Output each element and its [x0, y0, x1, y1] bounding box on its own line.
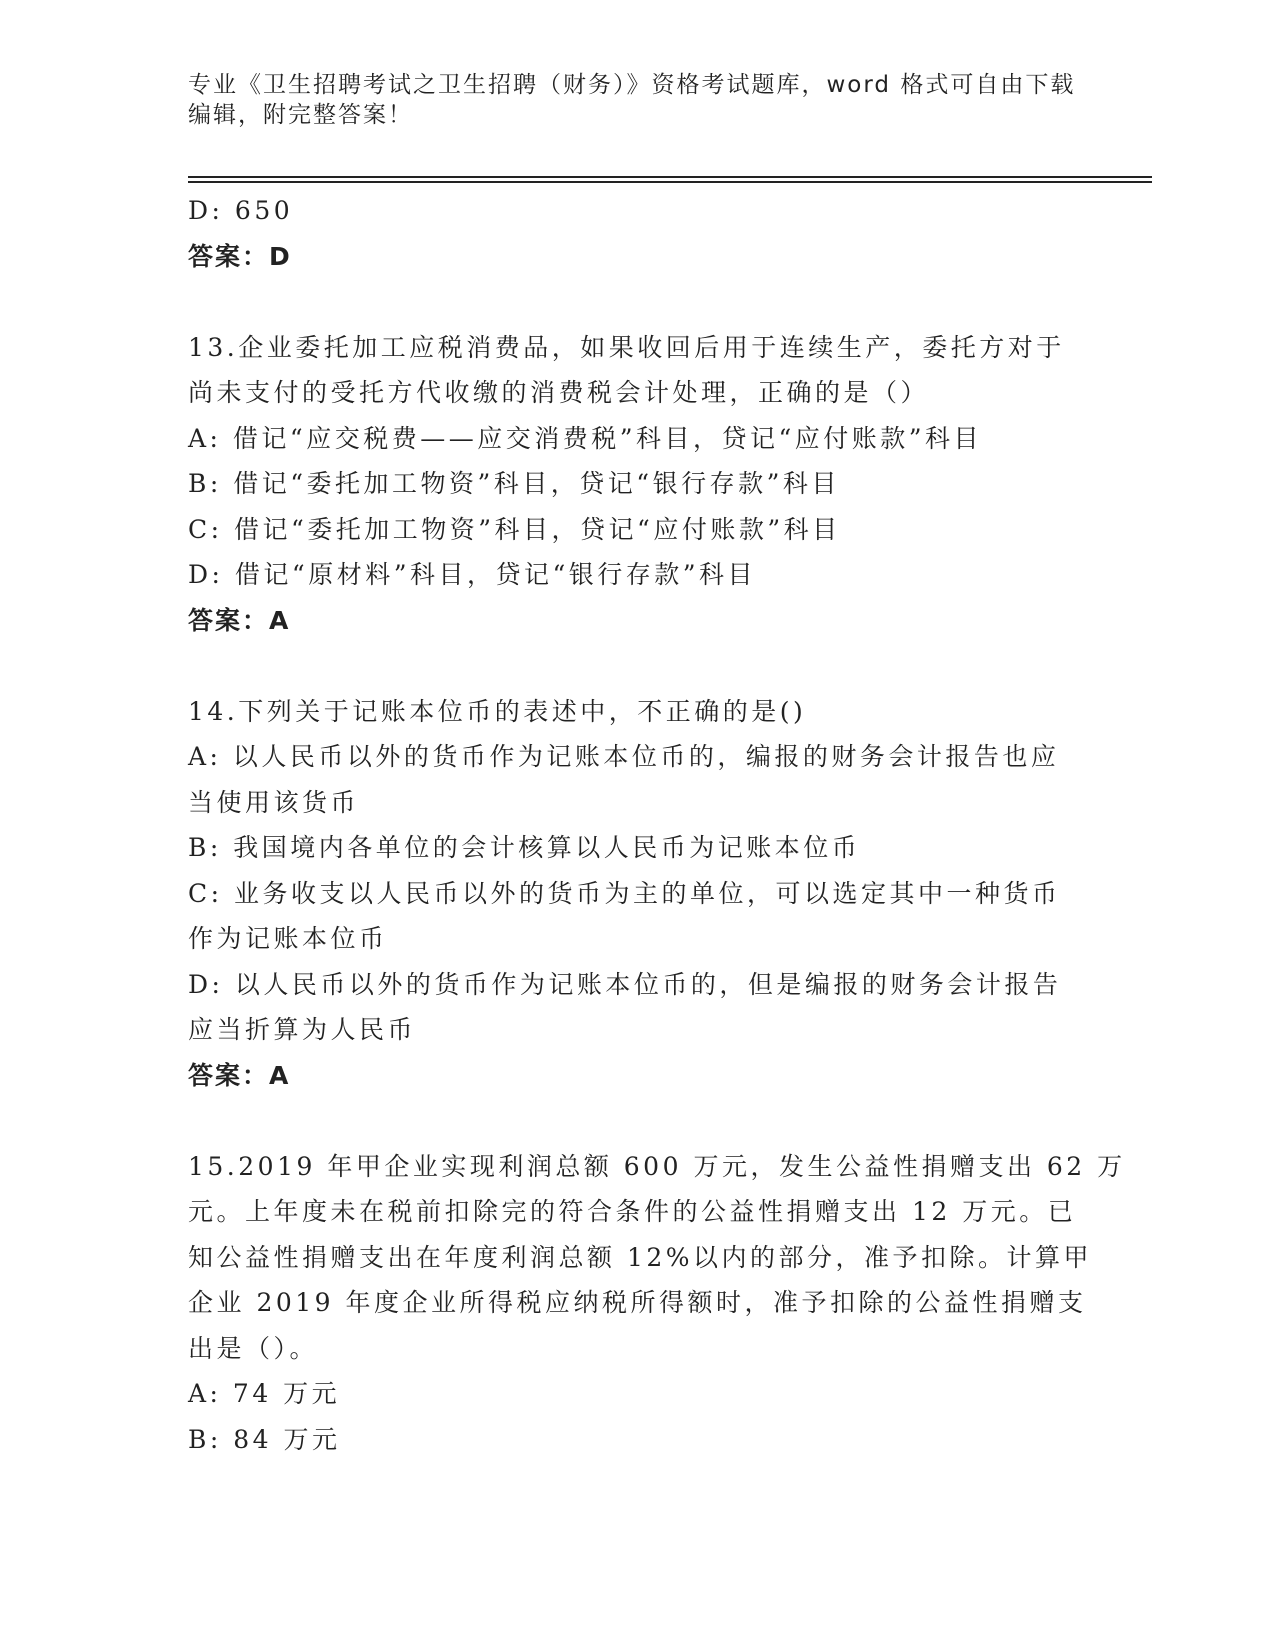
- question-stem: 元。上年度未在税前扣除完的符合条件的公益性捐赠支出 12 万元。已: [188, 1197, 1077, 1226]
- question-stem: 13.企业委托加工应税消费品，如果收回后用于连续生产，委托方对于: [188, 332, 1065, 362]
- option-c-continued: 作为记账本位币: [188, 924, 388, 953]
- answer-label: 答案：A: [188, 1060, 291, 1090]
- question-14: [188, 689, 1088, 1099]
- option-d-continued: 应当折算为人民币: [188, 1015, 417, 1044]
- option-a: A: 以人民币以外的货币作为记账本位币的，编报的财务会计报告也应: [188, 742, 1060, 771]
- option-a: A: 74 万元: [188, 1379, 341, 1408]
- question-stem: 尚未支付的受托方代收缴的消费税会计处理，正确的是（）: [188, 378, 930, 407]
- option-b: B: 我国境内各单位的会计核算以人民币为记账本位币: [188, 833, 861, 862]
- option-c: C: 业务收支以人民币以外的货币为主的单位，可以选定其中一种货币: [188, 878, 1061, 908]
- question-stem: 知公益性捐赠支出在年度利润总额 12%以内的部分，准予扣除。计算甲: [188, 1242, 1093, 1272]
- question-stem: 企业 2019 年度企业所得税应纳税所得额时，准予扣除的公益性捐赠支: [188, 1288, 1087, 1317]
- option-a: A: 借记“应交税费——应交消费税”科目，贷记“应付账款”科目: [188, 423, 983, 453]
- document-header: [188, 70, 1088, 130]
- option-b: B: 84 万元: [188, 1424, 341, 1454]
- option-d: D: 借记“原材料”科目，贷记“银行存款”科目: [188, 560, 757, 589]
- header-rule-bottom: [188, 181, 1152, 183]
- question-13: [188, 325, 1088, 644]
- question-12-tail: [188, 188, 1088, 279]
- document-body: [188, 188, 1126, 1462]
- option-d: D: 以人民币以外的货币作为记账本位币的，但是编报的财务会计报告: [188, 969, 1062, 999]
- question-stem: 出是（）。: [188, 1333, 319, 1363]
- header-line-1: 专业《卫生招聘考试之卫生招聘（财务）》资格考试题库，word 格式可自由下载: [188, 72, 1076, 98]
- spacer: [188, 643, 1088, 689]
- question-stem: 14.下列关于记账本位币的表述中，不正确的是(): [188, 696, 807, 726]
- header-rule-top: [188, 176, 1152, 178]
- option-d: D: 650: [188, 196, 294, 225]
- header-line-2: 编辑，附完整答案！: [188, 102, 413, 128]
- spacer: [188, 279, 1088, 325]
- spacer: [188, 1098, 1088, 1144]
- option-b: B: 借记“委托加工物资”科目，贷记“银行存款”科目: [188, 469, 840, 498]
- answer-label: 答案：D: [188, 241, 292, 271]
- question-stem: 15.2019 年甲企业实现利润总额 600 万元，发生公益性捐赠支出 62 万: [188, 1151, 1126, 1181]
- option-a-continued: 当使用该货币: [188, 787, 360, 817]
- question-15: [188, 1144, 1126, 1463]
- option-c: C: 借记“委托加工物资”科目，贷记“应付账款”科目: [188, 514, 841, 544]
- answer-label: 答案：A: [188, 605, 291, 635]
